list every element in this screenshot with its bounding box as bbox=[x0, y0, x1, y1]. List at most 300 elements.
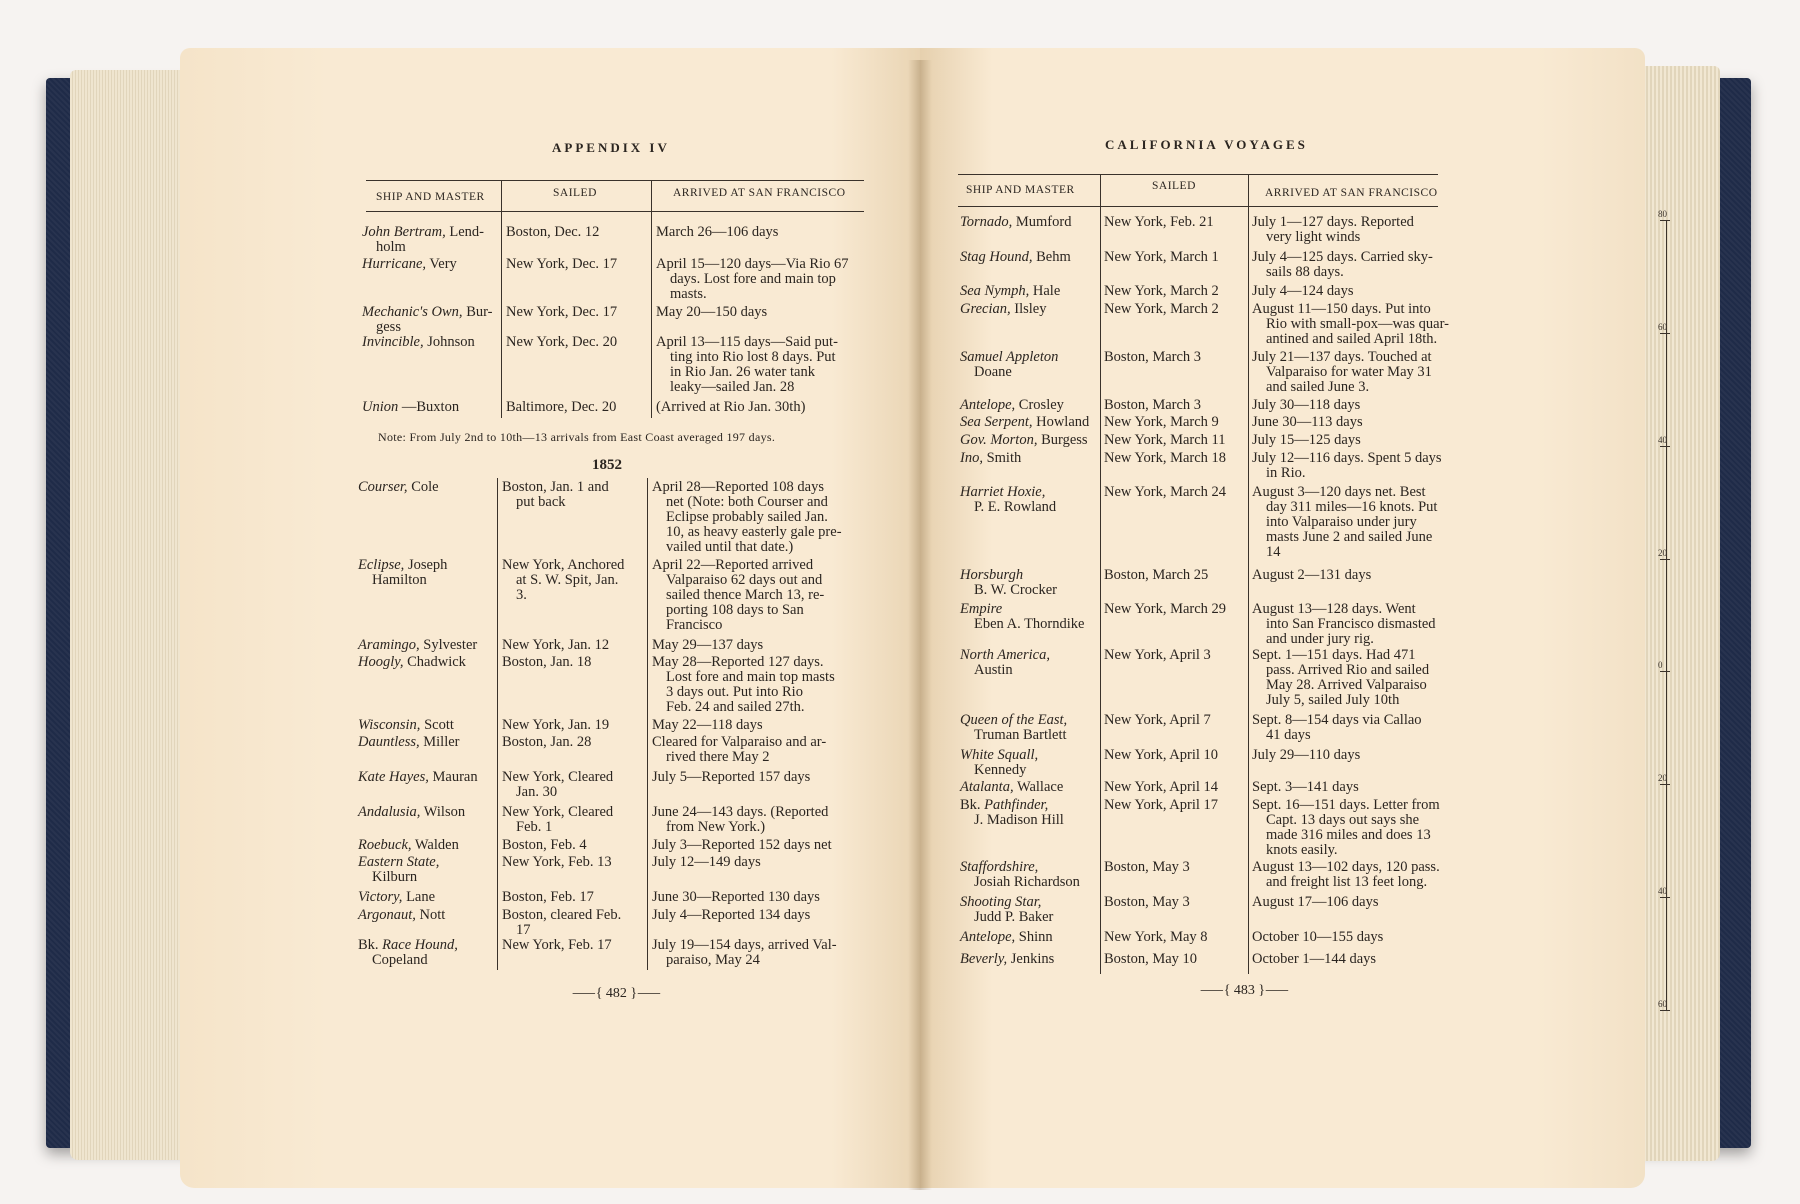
sailed-line: Boston, May 3 bbox=[1104, 894, 1190, 910]
arrived-cell bbox=[652, 718, 763, 733]
master-name-cont: Hamilton bbox=[372, 572, 427, 588]
ship-master-cell bbox=[362, 225, 497, 255]
master-name: Scott bbox=[420, 717, 454, 733]
sailed-cell bbox=[502, 838, 587, 853]
arrived-line: pass. Arrived Rio and sailed bbox=[1266, 662, 1430, 678]
ship-master-cell bbox=[358, 558, 493, 588]
vessel-prefix: Bk. bbox=[960, 797, 985, 813]
arrived-line: into Valparaiso under jury bbox=[1266, 514, 1417, 530]
arrived-line: April 28—Reported 108 days bbox=[652, 479, 824, 495]
scale-tick bbox=[1660, 559, 1670, 560]
arrived-cell bbox=[652, 838, 832, 853]
sailed-line: New York, March 18 bbox=[1104, 450, 1227, 466]
sailed-line: 17 bbox=[516, 922, 531, 938]
right-col-divider-1 bbox=[1100, 174, 1101, 974]
ship-name: Argonaut, bbox=[358, 907, 416, 923]
ship-master-cell bbox=[960, 952, 1098, 967]
arrived-line: and under jury rig. bbox=[1266, 631, 1374, 647]
arrived-line: Capt. 13 days out says she bbox=[1266, 812, 1420, 828]
ship-name: Aramingo, bbox=[358, 637, 420, 653]
scale-tick bbox=[1660, 1010, 1670, 1011]
sailed-cell bbox=[502, 908, 621, 938]
ship-name: Tornado, bbox=[960, 214, 1013, 230]
sailed-cell bbox=[502, 638, 609, 653]
sailed-cell bbox=[1104, 895, 1190, 910]
arrived-line: August 13—128 days. Went bbox=[1252, 601, 1416, 617]
master-name: Cole bbox=[407, 479, 439, 495]
ship-master-cell bbox=[362, 305, 497, 335]
arrived-line: knots easily. bbox=[1266, 842, 1338, 858]
sailed-cell bbox=[502, 655, 591, 670]
arrived-line: April 13—115 days—Said put- bbox=[656, 334, 838, 350]
arrived-line: leaky—sailed Jan. 28 bbox=[670, 379, 795, 395]
sailed-line: New York, Feb. 17 bbox=[502, 937, 612, 953]
arrived-line: (Arrived at Rio Jan. 30th) bbox=[656, 399, 806, 415]
folio-ornament-right: }⸺ bbox=[1254, 983, 1289, 998]
arrived-line: July 21—137 days. Touched at bbox=[1252, 349, 1432, 365]
arrived-cell bbox=[1252, 215, 1414, 245]
sailed-cell bbox=[1104, 713, 1211, 728]
arrived-cell bbox=[652, 890, 820, 905]
ship-master-cell bbox=[960, 451, 1098, 466]
sailed-cell bbox=[1104, 798, 1218, 813]
ship-master-cell bbox=[960, 433, 1098, 448]
arrived-cell bbox=[1252, 485, 1437, 560]
left-note: Note: From July 2nd to 10th—13 arrivals from East Coast averaged 197 days. bbox=[378, 430, 776, 444]
ship-master-cell bbox=[960, 250, 1098, 265]
master-name-cont: Judd P. Baker bbox=[974, 909, 1054, 925]
master-name: Johnson bbox=[423, 334, 475, 350]
scale-label: 20 bbox=[1658, 547, 1667, 558]
ship-master-cell bbox=[960, 398, 1098, 413]
sailed-line: New York, April 10 bbox=[1104, 747, 1218, 763]
arrived-cell bbox=[652, 638, 763, 653]
right-table-head-rule bbox=[958, 206, 1438, 207]
sailed-cell bbox=[1104, 350, 1201, 365]
sailed-cell bbox=[1104, 568, 1208, 583]
arrived-cell bbox=[1252, 648, 1429, 708]
sailed-line: New York, Anchored bbox=[502, 557, 625, 573]
ship-name: Antelope, bbox=[960, 397, 1016, 413]
ship-name: Wisconsin, bbox=[358, 717, 421, 733]
master-name: Wallace bbox=[1013, 779, 1064, 795]
sailed-cell bbox=[1104, 250, 1219, 265]
arrived-line: July 5, sailed July 10th bbox=[1266, 692, 1400, 708]
ship-master-cell bbox=[358, 908, 493, 923]
ship-master-cell bbox=[358, 735, 493, 750]
arrived-line: from New York.) bbox=[666, 819, 766, 835]
ship-master-cell bbox=[358, 938, 493, 968]
arrived-line: April 15—120 days—Via Rio 67 bbox=[656, 256, 849, 272]
ship-name: John Bertram, bbox=[362, 224, 446, 240]
arrived-line: October 10—155 days bbox=[1252, 929, 1384, 945]
arrived-line: masts June 2 and sailed June bbox=[1266, 529, 1433, 545]
sailed-cell bbox=[502, 890, 594, 905]
ship-name: Hurricane, bbox=[362, 256, 427, 272]
sailed-line: New York, March 24 bbox=[1104, 484, 1227, 500]
ship-name: Shooting Star, bbox=[960, 894, 1042, 910]
master-name: —Buxton bbox=[398, 399, 460, 415]
scale-tick bbox=[1660, 784, 1670, 785]
sailed-cell bbox=[1104, 451, 1226, 466]
arrived-line: July 3—Reported 152 days net bbox=[652, 837, 832, 853]
scale-label: 40 bbox=[1658, 434, 1667, 445]
ship-name: White Squall, bbox=[960, 747, 1039, 763]
sailed-line: Boston, March 25 bbox=[1104, 567, 1209, 583]
arrived-line: June 30—113 days bbox=[1252, 414, 1363, 430]
arrived-line: 41 days bbox=[1266, 727, 1311, 743]
ship-master-cell bbox=[362, 400, 497, 415]
sailed-line: Boston, March 3 bbox=[1104, 349, 1202, 365]
sailed-line: New York, April 14 bbox=[1104, 779, 1218, 795]
arrived-line: June 30—Reported 130 days bbox=[652, 889, 820, 905]
arrived-cell bbox=[1252, 350, 1432, 395]
arrived-cell bbox=[656, 305, 767, 320]
master-name: Wilson bbox=[420, 804, 466, 820]
sailed-cell bbox=[506, 400, 616, 415]
sailed-cell bbox=[1104, 415, 1219, 430]
arrived-line: July 12—149 days bbox=[652, 854, 761, 870]
sailed-cell bbox=[1104, 930, 1208, 945]
arrived-line: in Rio. bbox=[1266, 465, 1306, 481]
arrived-line: May 22—118 days bbox=[652, 717, 763, 733]
ship-master-cell bbox=[960, 415, 1098, 430]
ship-master-cell bbox=[960, 713, 1098, 743]
sailed-line: Boston, Feb. 4 bbox=[502, 837, 587, 853]
sailed-line: Jan. 30 bbox=[516, 784, 558, 800]
sailed-line: New York, Cleared bbox=[502, 769, 614, 785]
ship-master-cell bbox=[960, 748, 1098, 778]
sailed-line: New York, Feb. 21 bbox=[1104, 214, 1214, 230]
arrived-line: October 1—144 days bbox=[1252, 951, 1377, 967]
sailed-cell bbox=[502, 558, 624, 603]
arrived-line: July 4—124 days bbox=[1252, 283, 1354, 299]
sailed-line: put back bbox=[516, 494, 566, 510]
arrived-cell bbox=[1252, 433, 1361, 448]
arrived-cell bbox=[652, 480, 842, 555]
arrived-line: August 3—120 days net. Best bbox=[1252, 484, 1426, 500]
arrived-cell bbox=[652, 770, 810, 785]
arrived-line: July 5—Reported 157 days bbox=[652, 769, 811, 785]
arrived-cell bbox=[652, 655, 835, 715]
scale-label: 20 bbox=[1658, 773, 1667, 784]
arrived-line: Feb. 24 and sailed 27th. bbox=[666, 699, 805, 715]
arrived-line: Sept. 3—141 days bbox=[1252, 779, 1359, 795]
ship-name: Stag Hound, bbox=[960, 249, 1033, 265]
ship-name: Roebuck, bbox=[358, 837, 412, 853]
folio-ornament-left: ⸺{ bbox=[1200, 983, 1234, 998]
sailed-cell bbox=[502, 805, 613, 835]
scale-tick bbox=[1660, 220, 1670, 221]
arrived-line: vailed until that date.) bbox=[666, 539, 794, 555]
arrived-line: ting into Rio lost 8 days. Put bbox=[670, 349, 836, 365]
master-name-cont: gess bbox=[376, 319, 401, 335]
arrived-cell bbox=[1252, 713, 1422, 743]
scale-tick bbox=[1660, 333, 1670, 334]
master-name: Smith bbox=[982, 450, 1022, 466]
master-name: Chadwick bbox=[403, 654, 466, 670]
master-name-cont: Austin bbox=[974, 662, 1013, 678]
left-col-sailed: SAILED bbox=[553, 187, 597, 199]
arrived-line: and sailed June 3. bbox=[1266, 379, 1370, 395]
ship-name: Eclipse, bbox=[358, 557, 405, 573]
ship-master-cell bbox=[358, 805, 493, 820]
master-name-cont: Truman Bartlett bbox=[974, 727, 1067, 743]
sailed-cell bbox=[502, 718, 609, 733]
ship-name: Dauntless, bbox=[358, 734, 420, 750]
sailed-line: New York, March 9 bbox=[1104, 414, 1219, 430]
sailed-line: Boston, May 10 bbox=[1104, 951, 1198, 967]
arrived-line: March 26—106 days bbox=[656, 224, 779, 240]
sailed-cell bbox=[1104, 780, 1218, 795]
ship-master-cell bbox=[960, 648, 1098, 678]
master-name: Shinn bbox=[1015, 929, 1053, 945]
arrived-line: in Rio Jan. 26 water tank bbox=[670, 364, 815, 380]
master-name: Walden bbox=[411, 837, 459, 853]
ship-name: Ino, bbox=[960, 450, 983, 466]
scale-label: 60 bbox=[1658, 321, 1667, 332]
master-name-cont: B. W. Crocker bbox=[974, 582, 1057, 598]
scale-tick bbox=[1660, 671, 1670, 672]
ship-name: Horsburgh bbox=[960, 567, 1024, 583]
arrived-line: July 15—125 days bbox=[1252, 432, 1361, 448]
arrived-line: July 4—Reported 134 days bbox=[652, 907, 811, 923]
left-folio: ⸺{ 482 }⸺ bbox=[572, 986, 661, 1001]
master-name-cont: holm bbox=[376, 239, 406, 255]
sailed-cell bbox=[506, 335, 617, 350]
master-name-cont: Eben A. Thorndike bbox=[974, 616, 1085, 632]
arrived-line: Sept. 8—154 days via Callao bbox=[1252, 712, 1422, 728]
sailed-line: New York, May 8 bbox=[1104, 929, 1208, 945]
right-col-sailed: SAILED bbox=[1152, 180, 1196, 192]
sailed-line: New York, April 17 bbox=[1104, 797, 1218, 813]
book-gutter bbox=[908, 60, 932, 1190]
ship-name: Andalusia, bbox=[358, 804, 421, 820]
master-name-cont: Josiah Richardson bbox=[974, 874, 1080, 890]
arrived-line: Lost fore and main top masts bbox=[666, 669, 835, 685]
arrived-line: August 17—106 days bbox=[1252, 894, 1379, 910]
ship-name: Hoogly, bbox=[358, 654, 404, 670]
sailed-line: Boston, March 3 bbox=[1104, 397, 1202, 413]
sailed-line: New York, Feb. 13 bbox=[502, 854, 612, 870]
arrived-line: May 28—Reported 127 days. bbox=[652, 654, 824, 670]
ship-name: Sea Nymph, bbox=[960, 283, 1030, 299]
ship-master-cell bbox=[358, 838, 493, 853]
master-name: Howland bbox=[1032, 414, 1090, 430]
sailed-line: New York, Cleared bbox=[502, 804, 614, 820]
left-page-header: APPENDIX IV bbox=[552, 140, 670, 155]
arrived-line: net (Note: both Courser and bbox=[666, 494, 828, 510]
arrived-line: 3 days out. Put into Rio bbox=[666, 684, 803, 700]
arrived-line: July 1—127 days. Reported bbox=[1252, 214, 1414, 230]
ship-name: Beverly, bbox=[960, 951, 1008, 967]
master-name: Lend- bbox=[445, 224, 485, 240]
sailed-line: Boston, cleared Feb. bbox=[502, 907, 622, 923]
sailed-line: 3. bbox=[516, 587, 527, 603]
arrived-line: into San Francisco dismasted bbox=[1266, 616, 1436, 632]
ship-master-cell bbox=[362, 335, 497, 350]
ship-master-cell bbox=[960, 780, 1098, 795]
arrived-cell bbox=[652, 805, 828, 835]
arrived-line: Valparaiso 62 days out and bbox=[666, 572, 823, 588]
left-col-ship-master: SHIP AND MASTER bbox=[376, 191, 485, 203]
master-name: Nott bbox=[415, 907, 446, 923]
sailed-cell bbox=[506, 305, 617, 320]
ship-master-cell bbox=[960, 215, 1098, 230]
arrived-line: May 29—137 days bbox=[652, 637, 764, 653]
master-name-cont: J. Madison Hill bbox=[974, 812, 1064, 828]
sailed-cell bbox=[506, 225, 599, 240]
right-table-top-rule bbox=[958, 174, 1438, 175]
sailed-line: New York, March 11 bbox=[1104, 432, 1226, 448]
arrived-cell bbox=[652, 908, 810, 923]
ship-master-cell bbox=[960, 302, 1098, 317]
sailed-line: New York, March 2 bbox=[1104, 283, 1219, 299]
ship-master-cell bbox=[960, 350, 1098, 380]
ship-name: Empire bbox=[960, 601, 1003, 617]
arrived-cell bbox=[1252, 798, 1440, 858]
sailed-line: Boston, Jan. 1 and bbox=[502, 479, 609, 495]
sailed-cell bbox=[1104, 648, 1211, 663]
arrived-line: April 22—Reported arrived bbox=[652, 557, 814, 573]
master-name-cont: Kennedy bbox=[974, 762, 1027, 778]
sailed-cell bbox=[1104, 485, 1226, 500]
sailed-cell bbox=[1104, 284, 1219, 299]
arrived-cell bbox=[1252, 952, 1376, 967]
sailed-line: New York, April 7 bbox=[1104, 712, 1211, 728]
vessel-prefix: Bk. bbox=[358, 937, 383, 953]
arrived-cell bbox=[652, 558, 824, 633]
ship-master-cell bbox=[960, 284, 1098, 299]
sailed-cell bbox=[502, 938, 612, 953]
ship-name: Samuel Appleton bbox=[960, 349, 1059, 365]
ship-name: Grecian, bbox=[960, 301, 1011, 317]
arrived-line: Valparaiso for water May 31 bbox=[1266, 364, 1432, 380]
arrived-line: Rio with small-pox—was quar- bbox=[1266, 316, 1449, 332]
right-col-arrived: ARRIVED AT SAN FRANCISCO bbox=[1265, 187, 1438, 199]
arrived-line: June 24—143 days. (Reported bbox=[652, 804, 829, 820]
ship-master-cell bbox=[960, 895, 1098, 925]
ship-name: Courser, bbox=[358, 479, 408, 495]
arrived-line: masts. bbox=[670, 286, 707, 302]
left-bottom-divider-1 bbox=[497, 478, 498, 970]
arrived-line: paraiso, May 24 bbox=[666, 952, 760, 968]
arrived-cell bbox=[652, 735, 826, 765]
arrived-cell bbox=[1252, 780, 1359, 795]
ship-name: Union bbox=[362, 399, 399, 415]
ship-master-cell bbox=[960, 485, 1098, 515]
ship-master-cell bbox=[960, 930, 1098, 945]
arrived-line: July 4—125 days. Carried sky- bbox=[1252, 249, 1433, 265]
arrived-line: 10, as heavy easterly gale pre- bbox=[666, 524, 842, 540]
scale-label: 40 bbox=[1658, 886, 1667, 897]
arrived-line: porting 108 days to San bbox=[666, 602, 804, 618]
master-name-cont: P. E. Rowland bbox=[974, 499, 1057, 515]
sailed-cell bbox=[502, 855, 612, 870]
right-col-divider-2 bbox=[1248, 174, 1249, 974]
master-name: Mauran bbox=[428, 769, 478, 785]
left-table-head-rule bbox=[366, 211, 864, 212]
left-col-divider-1 bbox=[501, 180, 502, 418]
sailed-cell bbox=[1104, 215, 1214, 230]
arrived-line: July 30—118 days bbox=[1252, 397, 1361, 413]
sailed-cell bbox=[502, 480, 609, 510]
arrived-cell bbox=[1252, 302, 1449, 347]
scale-label: 0 bbox=[1658, 660, 1663, 671]
ship-master-cell bbox=[358, 480, 493, 495]
sailed-cell bbox=[1104, 302, 1219, 317]
sailed-cell bbox=[1104, 952, 1197, 967]
right-col-ship-master: SHIP AND MASTER bbox=[966, 184, 1075, 196]
ship-name: Victory, bbox=[358, 889, 403, 905]
arrived-cell bbox=[1252, 602, 1436, 647]
folio-ornament-right: }⸺ bbox=[626, 986, 661, 1001]
sailed-cell bbox=[506, 257, 617, 272]
sailed-line: Boston, Feb. 17 bbox=[502, 889, 594, 905]
scale-tick bbox=[1660, 897, 1670, 898]
master-name: Lane bbox=[402, 889, 436, 905]
arrived-line: days. Lost fore and main top bbox=[670, 271, 836, 287]
arrived-cell bbox=[1252, 895, 1378, 910]
arrived-line: antined and sailed April 18th. bbox=[1266, 331, 1438, 347]
arrived-cell bbox=[1252, 250, 1433, 280]
arrived-line: day 311 miles—16 knots. Put bbox=[1266, 499, 1438, 515]
ship-name: Kate Hayes, bbox=[358, 769, 429, 785]
master-name: Very bbox=[426, 256, 457, 272]
arrived-line: and freight list 13 feet long. bbox=[1266, 874, 1428, 890]
year-heading: 1852 bbox=[592, 457, 622, 473]
ship-master-cell bbox=[358, 718, 493, 733]
arrived-cell bbox=[656, 400, 805, 415]
ship-name: Mechanic's Own, bbox=[362, 304, 463, 320]
arrived-cell bbox=[1252, 398, 1360, 413]
ship-master-cell bbox=[358, 655, 493, 670]
scale-label: 60 bbox=[1658, 999, 1667, 1009]
arrived-line: rived there May 2 bbox=[666, 749, 770, 765]
left-col-divider-2 bbox=[651, 180, 652, 418]
scale-label: 80 bbox=[1658, 209, 1667, 219]
arrived-line: made 316 miles and does 13 bbox=[1266, 827, 1431, 843]
master-name: Burgess bbox=[1037, 432, 1088, 448]
arrived-line: Cleared for Valparaiso and ar- bbox=[652, 734, 827, 750]
arrived-line: August 11—150 days. Put into bbox=[1252, 301, 1431, 317]
ship-name: Harriet Hoxie, bbox=[960, 484, 1046, 500]
arrived-line: May 20—150 days bbox=[656, 304, 768, 320]
sailed-cell bbox=[502, 735, 591, 750]
arrived-line: July 29—110 days bbox=[1252, 747, 1361, 763]
sailed-line: at S. W. Spit, Jan. bbox=[516, 572, 619, 588]
left-table-top-rule bbox=[366, 180, 864, 181]
ship-master-cell bbox=[960, 568, 1098, 598]
sailed-cell bbox=[1104, 748, 1218, 763]
arrived-cell bbox=[1252, 930, 1383, 945]
sailed-line: New York, March 29 bbox=[1104, 601, 1227, 617]
arrived-cell bbox=[1252, 748, 1360, 763]
ship-name: Staffordshire, bbox=[960, 859, 1039, 875]
sailed-line: New York, Dec. 17 bbox=[506, 304, 618, 320]
master-name: Bur- bbox=[462, 304, 493, 320]
arrived-cell bbox=[1252, 568, 1371, 583]
left-col-arrived: ARRIVED AT SAN FRANCISCO bbox=[673, 187, 846, 199]
ship-name: Atalanta, bbox=[960, 779, 1014, 795]
arrived-line: July 19—154 days, arrived Val- bbox=[652, 937, 837, 953]
master-name: Jenkins bbox=[1007, 951, 1055, 967]
ship-master-cell bbox=[960, 860, 1098, 890]
ship-master-cell bbox=[960, 798, 1098, 828]
sailed-line: Boston, Jan. 28 bbox=[502, 734, 592, 750]
ship-name: North America, bbox=[960, 647, 1050, 663]
ship-name: Race Hound, bbox=[382, 937, 458, 953]
